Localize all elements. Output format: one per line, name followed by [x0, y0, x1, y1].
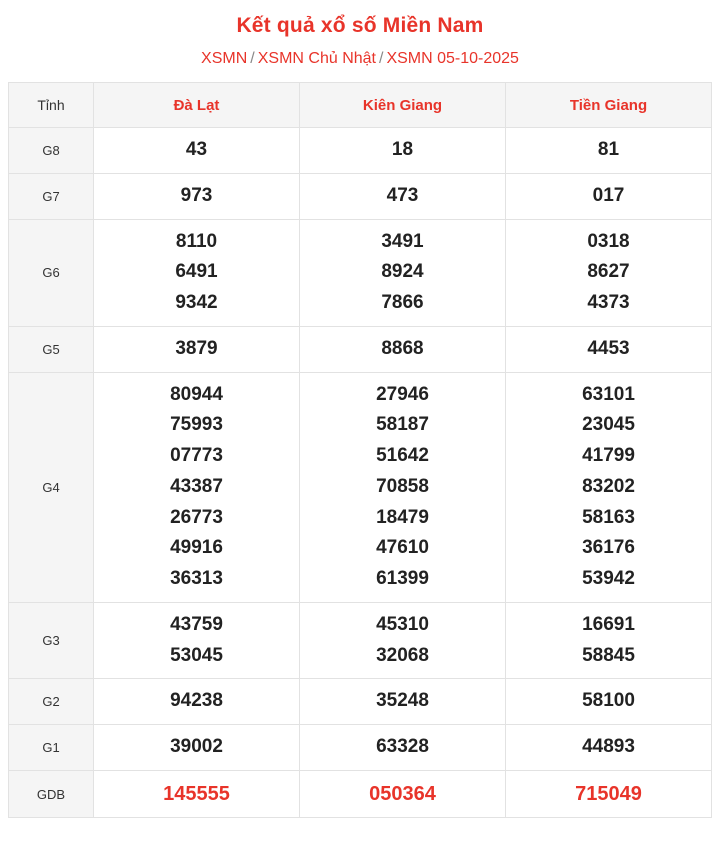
prize-number: 58187 — [376, 414, 429, 436]
prize-numbers-cell — [94, 128, 300, 174]
prize-number: 83202 — [582, 475, 635, 497]
breadcrumb-item-xsmn-date[interactable]: XSMN 05-10-2025 — [386, 50, 519, 67]
prize-number: 0318 — [587, 230, 630, 252]
column-header-da-lat: Đà Lạt — [94, 83, 300, 128]
prize-number: 973 — [180, 184, 213, 206]
prize-number: 43 — [185, 139, 208, 160]
table-row — [9, 128, 712, 174]
prize-number: 145555 — [163, 783, 230, 806]
table-header-row — [9, 83, 712, 128]
prize-label: G8 — [9, 128, 94, 174]
prize-number: 41799 — [582, 445, 635, 467]
column-header-province: Tỉnh — [9, 83, 94, 128]
prize-number: 4453 — [587, 337, 630, 359]
prize-number: 8868 — [381, 337, 424, 359]
prize-label: G7 — [9, 173, 94, 219]
prize-numbers-cell — [94, 679, 300, 725]
prize-number: 473 — [386, 184, 419, 206]
table-row — [9, 725, 712, 771]
table-row — [9, 219, 712, 326]
prize-number: 9342 — [175, 292, 218, 314]
table-row — [9, 771, 712, 818]
prize-numbers-cell — [506, 326, 712, 372]
prize-number: 81 — [597, 139, 620, 160]
table-row — [9, 173, 712, 219]
prize-label: GDB — [9, 771, 94, 818]
prize-number: 58845 — [582, 644, 635, 666]
prize-number: 43387 — [170, 475, 223, 497]
prize-number: 6491 — [175, 261, 218, 283]
prize-number: 44893 — [582, 736, 635, 758]
prize-numbers-cell — [506, 219, 712, 326]
prize-number: 49916 — [170, 537, 223, 559]
prize-numbers-cell — [300, 679, 506, 725]
prize-numbers-cell — [94, 771, 300, 818]
breadcrumb-separator-1: / — [250, 50, 255, 67]
prize-number: 63101 — [582, 383, 635, 405]
table-row — [9, 602, 712, 679]
prize-number: 45310 — [376, 613, 429, 635]
prize-number: 050364 — [369, 783, 436, 806]
prize-label: G5 — [9, 326, 94, 372]
prize-number: 23045 — [582, 414, 635, 436]
prize-number: 94238 — [170, 690, 223, 712]
prize-numbers-cell — [300, 372, 506, 602]
table-row — [9, 679, 712, 725]
prize-number: 8924 — [381, 261, 424, 283]
breadcrumb-item-xsmn-chu-nhat[interactable]: XSMN Chủ Nhật — [257, 50, 376, 67]
prize-label: G3 — [9, 602, 94, 679]
prize-number: 53942 — [582, 568, 635, 590]
prize-number: 36176 — [582, 537, 635, 559]
prize-numbers-cell — [94, 173, 300, 219]
prize-number: 70858 — [376, 475, 429, 497]
breadcrumb-item-xsmn[interactable]: XSMN — [201, 50, 248, 67]
column-header-tien-giang: Tiền Giang — [506, 83, 712, 128]
prize-numbers-cell — [506, 602, 712, 679]
prize-number: 3491 — [381, 230, 424, 252]
prize-numbers-cell — [94, 602, 300, 679]
prize-number: 51642 — [376, 445, 429, 467]
prize-label: G2 — [9, 679, 94, 725]
prize-number: 43759 — [170, 613, 223, 635]
prize-number: 61399 — [376, 568, 429, 590]
breadcrumb — [0, 38, 720, 82]
prize-number: 07773 — [170, 445, 223, 467]
prize-numbers-cell — [300, 326, 506, 372]
prize-numbers-cell — [506, 725, 712, 771]
prize-numbers-cell — [506, 771, 712, 818]
prize-number: 58100 — [582, 690, 635, 712]
prize-numbers-cell — [506, 173, 712, 219]
prize-label: G6 — [9, 219, 94, 326]
prize-numbers-cell — [506, 128, 712, 174]
prize-number: 715049 — [575, 783, 642, 806]
column-header-kien-giang: Kiên Giang — [300, 83, 506, 128]
prize-numbers-cell — [94, 725, 300, 771]
prize-numbers-cell — [94, 219, 300, 326]
results-table — [8, 82, 712, 818]
prize-number: 35248 — [376, 690, 429, 712]
table-row — [9, 372, 712, 602]
prize-number: 18 — [391, 139, 414, 160]
table-body — [9, 128, 712, 818]
table-head — [9, 83, 712, 128]
prize-number: 75993 — [170, 414, 223, 436]
breadcrumb-separator-2: / — [378, 50, 384, 67]
prize-number: 53045 — [170, 644, 223, 666]
prize-number: 36313 — [170, 568, 223, 590]
prize-numbers-cell — [300, 128, 506, 174]
prize-number: 63328 — [376, 736, 429, 758]
prize-number: 017 — [592, 184, 625, 206]
table-row — [9, 326, 712, 372]
prize-number: 58163 — [582, 506, 635, 528]
prize-numbers-cell — [300, 602, 506, 679]
prize-numbers-cell — [300, 173, 506, 219]
prize-numbers-cell — [300, 771, 506, 818]
prize-numbers-cell — [506, 679, 712, 725]
prize-number: 27946 — [376, 383, 429, 405]
prize-label: G4 — [9, 372, 94, 602]
prize-number: 80944 — [170, 383, 223, 405]
prize-number: 47610 — [376, 537, 429, 559]
prize-number: 32068 — [376, 644, 429, 666]
prize-numbers-cell — [300, 725, 506, 771]
prize-label: G1 — [9, 725, 94, 771]
prize-number: 3879 — [175, 337, 218, 359]
prize-number: 39002 — [170, 736, 223, 758]
prize-number: 18479 — [376, 506, 429, 528]
prize-numbers-cell — [300, 219, 506, 326]
page-title: Kết quả xổ số Miền Nam — [236, 14, 484, 37]
prize-number: 8110 — [175, 230, 218, 252]
prize-numbers-cell — [94, 326, 300, 372]
prize-numbers-cell — [506, 372, 712, 602]
prize-number: 8627 — [587, 261, 630, 283]
prize-numbers-cell — [94, 372, 300, 602]
prize-number: 4373 — [587, 292, 630, 314]
prize-number: 16691 — [582, 613, 635, 635]
prize-number: 7866 — [381, 292, 424, 314]
prize-number: 26773 — [170, 506, 223, 528]
